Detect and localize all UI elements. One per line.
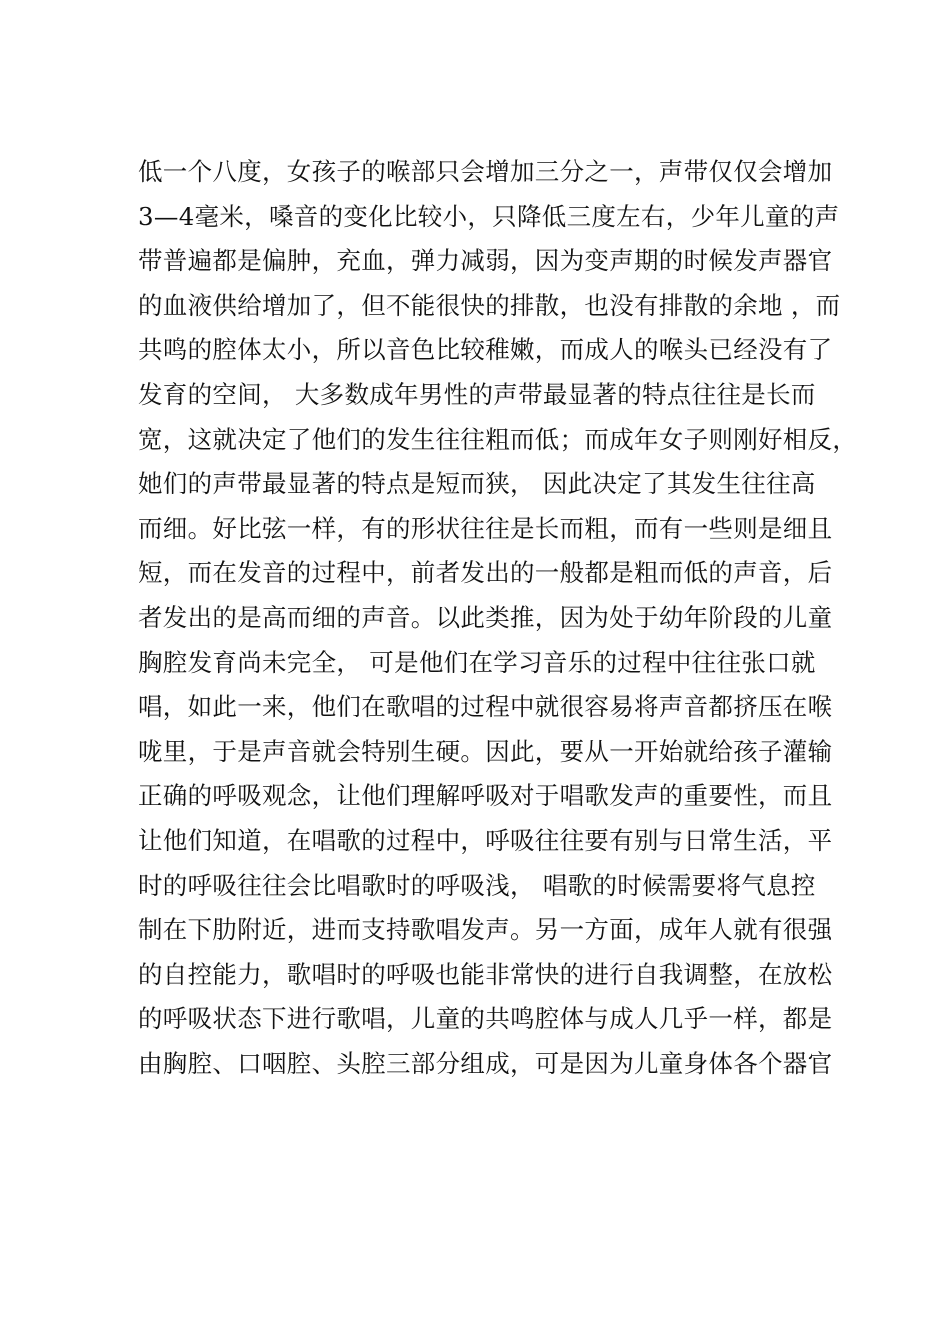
text-line: 者发出的是高而细的声音。以此类推，因为处于幼年阶段的儿童	[138, 602, 833, 632]
text-line: 时的呼吸往往会比唱歌时的呼吸浅， 唱歌的时候需要将气息控	[138, 870, 816, 900]
text-line: 宽，这就决定了他们的发生往往粗而低；而成年女子则刚好相反，	[138, 424, 858, 454]
text-line: 正确的呼吸观念，让他们理解呼吸对于唱歌发声的重要性，而且	[138, 781, 833, 811]
text-line: 低一个八度，女孩子的喉部只会增加三分之一，声带仅仅会增加	[138, 157, 833, 186]
text-line: 的呼吸状态下进行歌唱，儿童的共鸣腔体与成人几乎一样，都是	[138, 1004, 833, 1034]
text-line: 共鸣的腔体太小，所以音色比较稚嫩，而成人的喉头已经没有了	[138, 335, 833, 365]
text-line: 由胸腔、口咽腔、头腔三部分组成，可是因为儿童身体各个器官	[138, 1048, 833, 1078]
text-line: 制在下肋附近，进而支持歌唱发声。另一方面，成年人就有很强	[138, 915, 833, 945]
text-line: 3—4毫米，嗓音的变化比较小，只降低三度左右，少年儿童的声	[138, 201, 840, 231]
text-line: 让他们知道，在唱歌的过程中，呼吸往往要有别与日常生活，平	[138, 825, 833, 855]
body-text	[138, 150, 858, 1086]
text-line: 的自控能力，歌唱时的呼吸也能非常快的进行自我调整，在放松	[138, 959, 833, 989]
text-line: 咙里，于是声音就会特别生硬。因此，要从一开始就给孩子灌输	[138, 736, 833, 766]
text-line: 而细。好比弦一样，有的形状往往是长而粗，而有一些则是细且	[138, 513, 833, 543]
text-line: 的血液供给增加了，但不能很快的排散，也没有排散的余地 ，而	[138, 290, 841, 320]
text-line: 胸腔发育尚未完全， 可是他们在学习音乐的过程中往往张口就	[138, 647, 816, 677]
text-line: 发育的空间， 大多数成年男性的声带最显著的特点往往是长而	[138, 379, 816, 409]
text-line: 带普遍都是偏肿，充血，弹力减弱，因为变声期的时候发声器官	[138, 246, 833, 276]
text-line: 唱，如此一来，他们在歌唱的过程中就很容易将声音都挤压在喉	[138, 692, 833, 722]
text-line: 短，而在发音的过程中，前者发出的一般都是粗而低的声音，后	[138, 558, 833, 588]
text-line: 她们的声带最显著的特点是短而狭， 因此决定了其发生往往高	[138, 469, 816, 499]
